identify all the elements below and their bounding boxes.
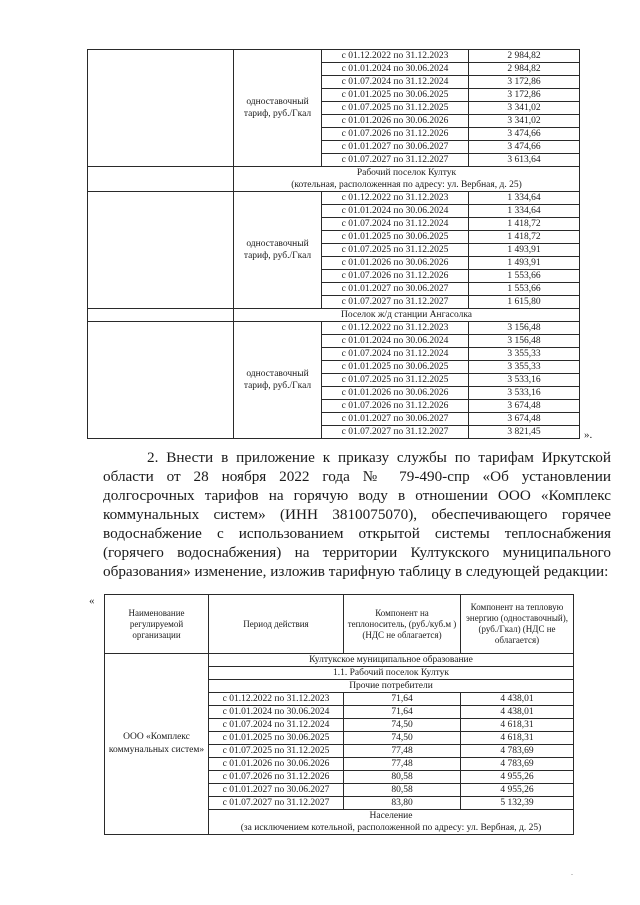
value-cell: 1 615,80 bbox=[469, 296, 580, 309]
tariff-row bbox=[88, 257, 580, 270]
value-cell: 3 172,86 bbox=[469, 89, 580, 102]
empty-cell bbox=[88, 115, 234, 128]
tariff-row bbox=[88, 348, 580, 361]
empty-cell bbox=[88, 154, 234, 167]
period-cell: с 01.12.2022 по 31.12.2023 bbox=[209, 693, 344, 706]
section-header: Поселок ж/д станции Ангасолка bbox=[234, 309, 580, 322]
empty-cell bbox=[88, 102, 234, 115]
tariff-row bbox=[88, 102, 580, 115]
period-cell: с 01.07.2027 по 31.12.2027 bbox=[322, 426, 469, 439]
carrier-cell: 83,80 bbox=[344, 797, 461, 810]
tariff-row bbox=[88, 296, 580, 309]
tariff-row bbox=[88, 89, 580, 102]
period-cell: с 01.01.2026 по 30.06.2026 bbox=[322, 387, 469, 400]
value-cell: 1 334,64 bbox=[469, 205, 580, 218]
value-cell: 3 156,48 bbox=[469, 335, 580, 348]
carrier-cell: 77,48 bbox=[344, 758, 461, 771]
value-cell: 3 821,45 bbox=[469, 426, 580, 439]
period-cell: с 01.01.2026 по 30.06.2026 bbox=[322, 257, 469, 270]
value-cell: 2 984,82 bbox=[469, 50, 580, 63]
period-cell: с 01.07.2024 по 31.12.2024 bbox=[322, 348, 469, 361]
value-cell: 3 674,48 bbox=[469, 413, 580, 426]
value-cell: 3 674,48 bbox=[469, 400, 580, 413]
period-cell: с 01.07.2026 по 31.12.2026 bbox=[322, 270, 469, 283]
carrier-cell: 74,50 bbox=[344, 719, 461, 732]
closing-quote-mark: ». bbox=[584, 429, 593, 441]
tariff-row bbox=[88, 244, 580, 257]
period-cell: с 01.01.2025 по 30.06.2025 bbox=[322, 361, 469, 374]
period-cell: с 01.07.2026 по 31.12.2026 bbox=[322, 400, 469, 413]
empty-cell bbox=[88, 283, 234, 296]
carrier-cell: 71,64 bbox=[344, 693, 461, 706]
section-label: Култукское муниципальное образование bbox=[209, 654, 574, 667]
empty-cell bbox=[88, 257, 234, 270]
empty-cell bbox=[88, 374, 234, 387]
empty-cell bbox=[88, 76, 234, 89]
section-label: 1.1. Рабочий поселок Култук bbox=[209, 667, 574, 680]
period-cell: с 01.12.2022 по 31.12.2023 bbox=[322, 192, 469, 205]
tariff-row bbox=[88, 192, 580, 205]
header-energy: Компонент на тепловую энергию (одноставочный), (руб./Гкал) (НДС не облагается) bbox=[461, 595, 574, 654]
tariff-row bbox=[88, 426, 580, 439]
value-cell: 2 984,82 bbox=[469, 63, 580, 76]
energy-cell: 4 618,31 bbox=[461, 719, 574, 732]
energy-cell: 4 618,31 bbox=[461, 732, 574, 745]
table-header-row bbox=[105, 595, 574, 654]
value-cell: 3 613,64 bbox=[469, 154, 580, 167]
carrier-cell: 74,50 bbox=[344, 732, 461, 745]
value-cell: 1 553,66 bbox=[469, 283, 580, 296]
period-cell: с 01.07.2025 по 31.12.2025 bbox=[322, 102, 469, 115]
value-cell: 3 533,16 bbox=[469, 387, 580, 400]
tariff-row bbox=[88, 231, 580, 244]
tariff-row bbox=[88, 361, 580, 374]
amendment-paragraph: 2. Внести в приложение к приказу службы по тарифам Иркутской области от 28 ноября 2022 года № 79-490-спр «Об установлении долгосрочных тарифов на горячую воду в отношении ООО «Комплекс коммунальных систем» (ИНН 3810075070), обеспечивающего горячее водоснабжение с использованием открытой системы теплоснабжения (горячего водоснабжения) на территории Култукского муниципального образования» изменение, изложив тарифную таблицу в следующей редакции: bbox=[103, 449, 611, 580]
empty-cell bbox=[88, 413, 234, 426]
empty-cell bbox=[88, 361, 234, 374]
value-cell: 1 418,72 bbox=[469, 218, 580, 231]
tariff-row bbox=[88, 374, 580, 387]
period-cell: с 01.01.2024 по 30.06.2024 bbox=[322, 335, 469, 348]
tariff-row bbox=[88, 205, 580, 218]
value-cell: 1 334,64 bbox=[469, 192, 580, 205]
carrier-cell: 80,58 bbox=[344, 784, 461, 797]
org-name: ООО «Комплекс коммунальных систем» bbox=[105, 654, 209, 835]
section-row bbox=[105, 654, 574, 667]
energy-cell: 4 438,01 bbox=[461, 706, 574, 719]
period-cell: с 01.12.2022 по 31.12.2023 bbox=[322, 322, 469, 335]
header-org: Наименование регулируемой организации bbox=[105, 595, 209, 654]
tariff-label: одноставочный тариф, руб./Гкал bbox=[234, 322, 322, 439]
value-cell: 3 533,16 bbox=[469, 374, 580, 387]
empty-cell bbox=[88, 335, 234, 348]
empty-cell bbox=[88, 296, 234, 309]
value-cell: 3 474,66 bbox=[469, 128, 580, 141]
tariff-row bbox=[88, 63, 580, 76]
empty-cell bbox=[88, 348, 234, 361]
tariff-row bbox=[88, 335, 580, 348]
tariff-label: одноставочный тариф, руб./Гкал bbox=[234, 50, 322, 167]
empty-cell bbox=[88, 128, 234, 141]
tariff-row bbox=[88, 283, 580, 296]
energy-cell: 5 132,39 bbox=[461, 797, 574, 810]
opening-quote-mark: « bbox=[89, 595, 95, 607]
empty-cell bbox=[88, 244, 234, 257]
tariff-row bbox=[88, 154, 580, 167]
period-cell: с 01.01.2024 по 30.06.2024 bbox=[209, 706, 344, 719]
tariff-row bbox=[88, 270, 580, 283]
period-cell: с 01.07.2025 по 31.12.2025 bbox=[209, 745, 344, 758]
page-mark: . bbox=[571, 868, 573, 877]
empty-cell bbox=[88, 426, 234, 439]
value-cell: 3 341,02 bbox=[469, 102, 580, 115]
empty-cell bbox=[88, 167, 234, 192]
period-cell: с 01.01.2025 по 30.06.2025 bbox=[322, 89, 469, 102]
value-cell: 3 355,33 bbox=[469, 361, 580, 374]
period-cell: с 01.07.2027 по 31.12.2027 bbox=[322, 154, 469, 167]
empty-cell bbox=[88, 141, 234, 154]
period-cell: с 01.01.2024 по 30.06.2024 bbox=[322, 205, 469, 218]
empty-cell bbox=[88, 231, 234, 244]
section-header-row bbox=[88, 167, 580, 192]
period-cell: с 01.12.2022 по 31.12.2023 bbox=[322, 50, 469, 63]
empty-cell bbox=[88, 89, 234, 102]
empty-cell bbox=[88, 387, 234, 400]
empty-cell bbox=[88, 50, 234, 63]
period-cell: с 01.07.2027 по 31.12.2027 bbox=[322, 296, 469, 309]
period-cell: с 01.01.2026 по 30.06.2026 bbox=[209, 758, 344, 771]
empty-cell bbox=[88, 205, 234, 218]
period-cell: с 01.07.2027 по 31.12.2027 bbox=[209, 797, 344, 810]
period-cell: с 01.07.2025 по 31.12.2025 bbox=[322, 244, 469, 257]
header-carrier: Компонент на теплоноситель, (руб./куб.м ) (НДС не облагается) bbox=[344, 595, 461, 654]
tariff-table-top-body bbox=[88, 50, 580, 439]
tariff-row bbox=[88, 387, 580, 400]
value-cell: 3 172,86 bbox=[469, 76, 580, 89]
energy-cell: 4 783,69 bbox=[461, 758, 574, 771]
tariff-table-bottom bbox=[104, 594, 574, 835]
value-cell: 3 474,66 bbox=[469, 141, 580, 154]
period-cell: с 01.01.2025 по 30.06.2025 bbox=[209, 732, 344, 745]
period-cell: с 01.07.2024 по 31.12.2024 bbox=[322, 218, 469, 231]
period-cell: с 01.01.2026 по 30.06.2026 bbox=[322, 115, 469, 128]
value-cell: 1 493,91 bbox=[469, 257, 580, 270]
empty-cell bbox=[88, 218, 234, 231]
value-cell: 3 341,02 bbox=[469, 115, 580, 128]
period-cell: с 01.07.2024 по 31.12.2024 bbox=[209, 719, 344, 732]
empty-cell bbox=[88, 309, 234, 322]
empty-cell bbox=[88, 322, 234, 335]
value-cell: 3 156,48 bbox=[469, 322, 580, 335]
energy-cell: 4 955,26 bbox=[461, 784, 574, 797]
tariff-row bbox=[88, 141, 580, 154]
tariff-row bbox=[88, 322, 580, 335]
tariff-row bbox=[88, 128, 580, 141]
period-cell: с 01.01.2027 по 30.06.2027 bbox=[209, 784, 344, 797]
period-cell: с 01.01.2024 по 30.06.2024 bbox=[322, 63, 469, 76]
energy-cell: 4 438,01 bbox=[461, 693, 574, 706]
carrier-cell: 80,58 bbox=[344, 771, 461, 784]
period-cell: с 01.07.2024 по 31.12.2024 bbox=[322, 76, 469, 89]
carrier-cell: 71,64 bbox=[344, 706, 461, 719]
tariff-row bbox=[88, 218, 580, 231]
empty-cell bbox=[88, 63, 234, 76]
tariff-row bbox=[88, 50, 580, 63]
empty-cell bbox=[88, 400, 234, 413]
empty-cell bbox=[88, 192, 234, 205]
period-cell: с 01.01.2025 по 30.06.2025 bbox=[322, 231, 469, 244]
section-header: Рабочий поселок Култук (котельная, расположенная по адресу: ул. Вербная, д. 25) bbox=[234, 167, 580, 192]
period-cell: с 01.07.2026 по 31.12.2026 bbox=[322, 128, 469, 141]
section-label: Прочие потребители bbox=[209, 680, 574, 693]
value-cell: 3 355,33 bbox=[469, 348, 580, 361]
period-cell: с 01.01.2027 по 30.06.2027 bbox=[322, 141, 469, 154]
tariff-table-bottom-body bbox=[105, 595, 574, 835]
period-cell: с 01.01.2027 по 30.06.2027 bbox=[322, 283, 469, 296]
tariff-row bbox=[88, 400, 580, 413]
value-cell: 1 553,66 bbox=[469, 270, 580, 283]
energy-cell: 4 955,26 bbox=[461, 771, 574, 784]
energy-cell: 4 783,69 bbox=[461, 745, 574, 758]
tariff-table-top bbox=[87, 49, 580, 439]
empty-cell bbox=[88, 270, 234, 283]
tariff-label: одноставочный тариф, руб./Гкал bbox=[234, 192, 322, 309]
carrier-cell: 77,48 bbox=[344, 745, 461, 758]
value-cell: 1 493,91 bbox=[469, 244, 580, 257]
section-header-row bbox=[88, 309, 580, 322]
header-period: Период действия bbox=[209, 595, 344, 654]
period-cell: с 01.07.2026 по 31.12.2026 bbox=[209, 771, 344, 784]
value-cell: 1 418,72 bbox=[469, 231, 580, 244]
period-cell: с 01.01.2027 по 30.06.2027 bbox=[322, 413, 469, 426]
period-cell: с 01.07.2025 по 31.12.2025 bbox=[322, 374, 469, 387]
tariff-row bbox=[88, 115, 580, 128]
section-population: Население (за исключением котельной, расположенной по адресу: ул. Вербная, д. 25) bbox=[209, 810, 574, 835]
tariff-row bbox=[88, 413, 580, 426]
tariff-row bbox=[88, 76, 580, 89]
